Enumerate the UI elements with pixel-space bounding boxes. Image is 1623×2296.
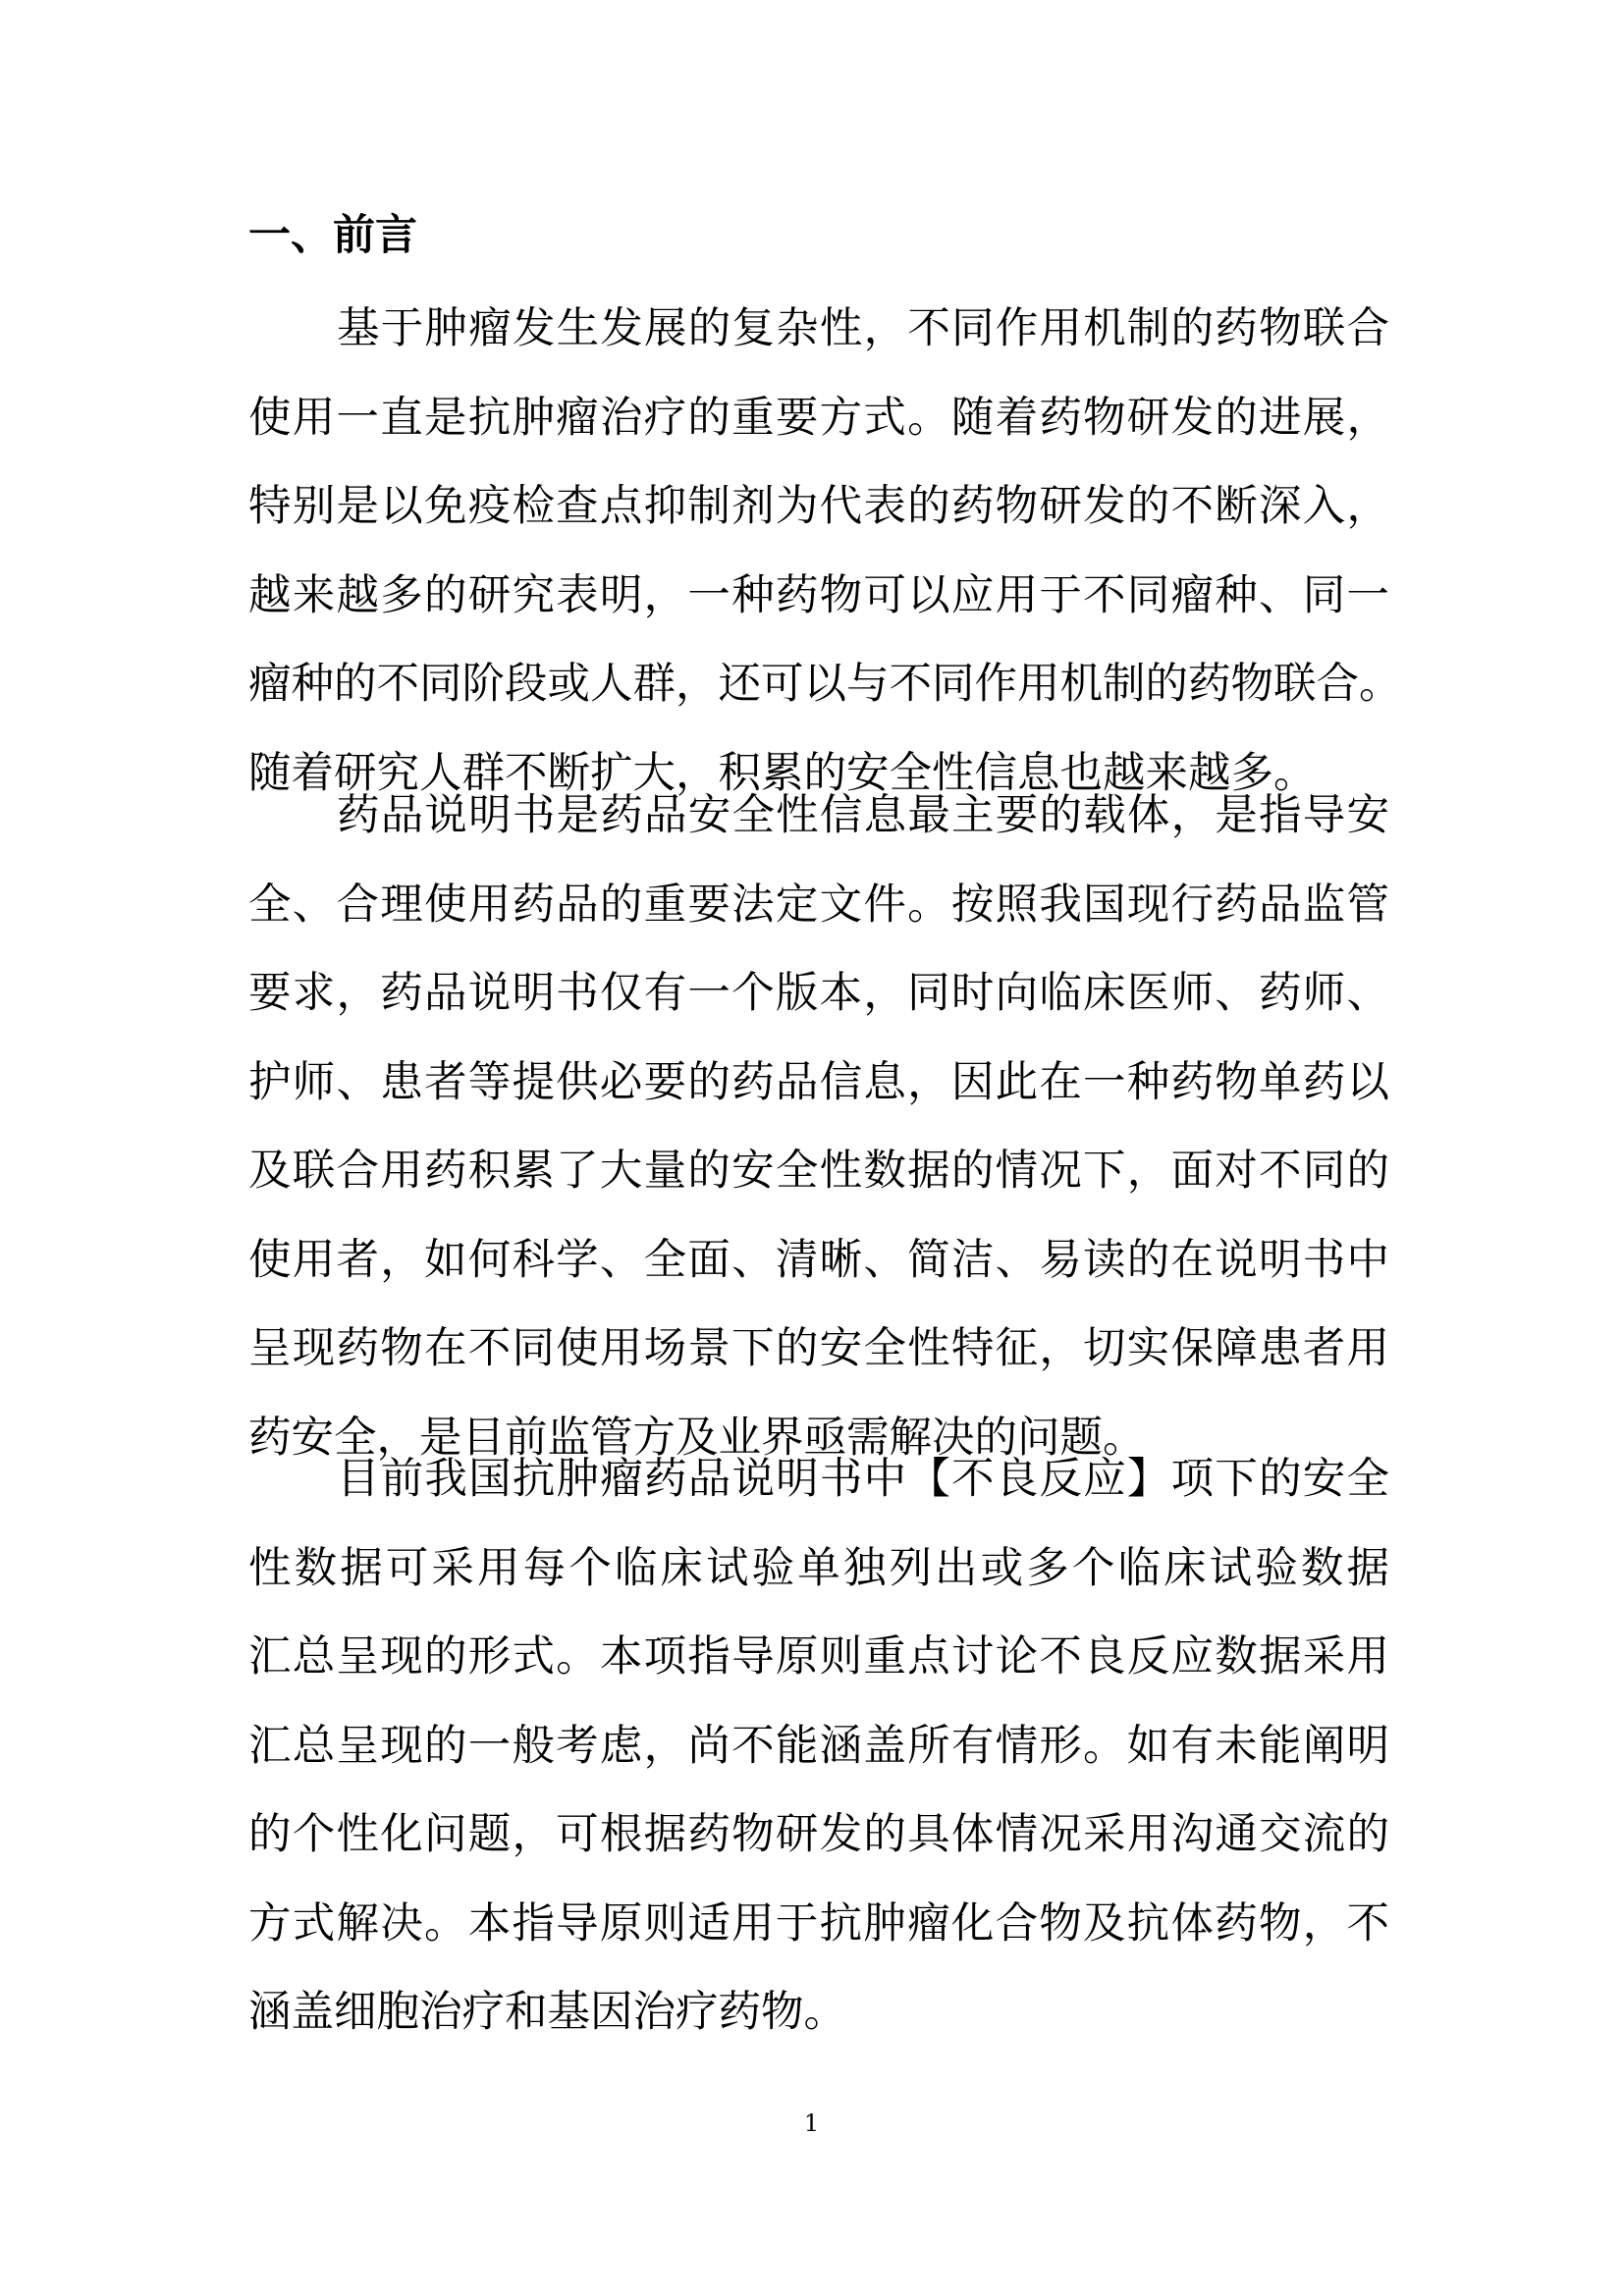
paragraph-line: 汇总呈现的一般考虑，尚不能涵盖所有情形。如有未能阐明 bbox=[248, 1721, 1389, 1771]
paragraph-line: 护师、患者等提供必要的药品信息，因此在一种药物单药以 bbox=[248, 1057, 1389, 1107]
paragraph-line: 使用者，如何科学、全面、清晰、简洁、易读的在说明书中 bbox=[248, 1235, 1389, 1285]
section-heading: 一、前言 bbox=[248, 211, 417, 260]
paragraph-3 bbox=[248, 1435, 1389, 2057]
paragraph-line: 呈现药物在不同使用场景下的安全性特征，切实保障患者用 bbox=[248, 1324, 1389, 1373]
paragraph-line: 目前我国抗肿瘤药品说明书中【不良反应】项下的安全 bbox=[337, 1455, 1389, 1504]
page-number: 1 bbox=[803, 2109, 820, 2137]
paragraph-line: 的个性化问题，可根据药物研发的具体情况采用沟通交流的 bbox=[248, 1810, 1389, 1859]
paragraph-line: 涵盖细胞治疗和基因治疗药物。 bbox=[248, 1988, 846, 2037]
paragraph-line: 汇总呈现的形式。本项指导原则重点讨论不良反应数据采用 bbox=[248, 1632, 1389, 1682]
paragraph-line: 药品说明书是药品安全性信息最主要的载体，是指导安 bbox=[337, 791, 1389, 840]
paragraph-line: 药安全，是目前监管方及业界亟需解决的问题。 bbox=[248, 1413, 1146, 1463]
paragraph-line: 性数据可采用每个临床试验单独列出或多个临床试验数据 bbox=[248, 1543, 1389, 1593]
paragraph-line: 全、合理使用药品的重要法定文件。按照我国现行药品监管 bbox=[248, 880, 1389, 930]
paragraph-2 bbox=[248, 772, 1389, 1482]
paragraph-line: 越来越多的研究表明，一种药物可以应用于不同瘤种、同一 bbox=[248, 570, 1389, 620]
paragraph-line: 要求，药品说明书仅有一个版本，同时向临床医师、药师、 bbox=[248, 969, 1389, 1018]
paragraph-line: 使用一直是抗肿瘤治疗的重要方式。随着药物研发的进展， bbox=[248, 393, 1389, 443]
paragraph-line: 瘤种的不同阶段或人群，还可以与不同作用机制的药物联合。 bbox=[248, 660, 1402, 709]
paragraph-line: 特别是以免疫检查点抑制剂为代表的药物研发的不断深入， bbox=[248, 482, 1389, 531]
paragraph-1 bbox=[248, 285, 1402, 818]
paragraph-line: 随着研究人群不断扩大，积累的安全性信息也越来越多。 bbox=[248, 748, 1317, 798]
paragraph-line: 及联合用药积累了大量的安全性数据的情况下，面对不同的 bbox=[248, 1147, 1389, 1196]
paragraph-line: 基于肿瘤发生发展的复杂性，不同作用机制的药物联合 bbox=[337, 304, 1389, 353]
paragraph-line: 方式解决。本指导原则适用于抗肿瘤化合物及抗体药物，不 bbox=[248, 1898, 1389, 1949]
